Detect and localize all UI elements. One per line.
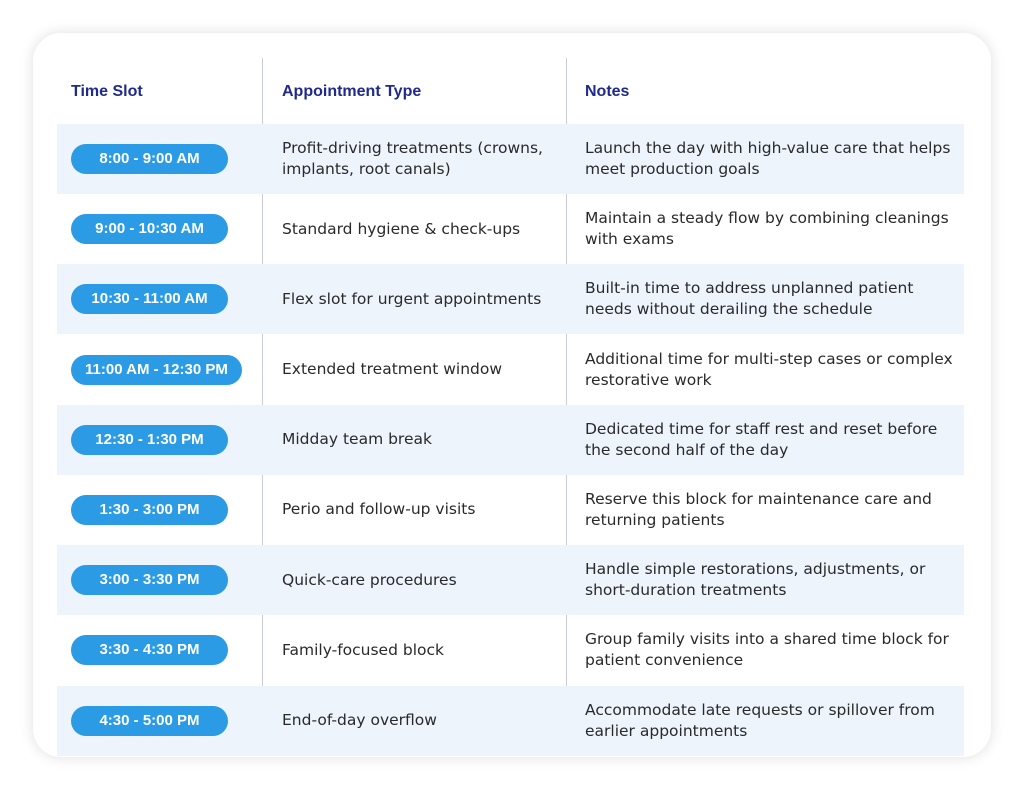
time-cell: [57, 194, 262, 264]
time-slot-pill: 3:30 - 4:30 PM: [71, 635, 228, 665]
appointment-type-cell: Standard hygiene & check-ups: [282, 219, 521, 238]
notes-cell: Group family visits into a shared time block for patient convenience: [585, 630, 949, 670]
table-row: [57, 405, 964, 475]
header-notes: Notes: [585, 83, 630, 100]
notes-cell: Accommodate late requests or spillover from earlier appointments: [585, 700, 935, 740]
appointment-type-cell: End-of-day overflow: [282, 711, 437, 729]
table-row: [57, 124, 964, 194]
appointment-type-cell: Flex slot for urgent appointments: [282, 289, 542, 308]
notes-cell: Handle simple restorations, adjustments, or short-duration treatments: [585, 560, 926, 600]
time-slot-pill: 4:30 - 5:00 PM: [71, 706, 228, 736]
notes-cell: Additional time for multi-step cases or complex restorative work: [585, 349, 953, 389]
table-row: [57, 335, 964, 405]
table-row: [57, 686, 964, 756]
table-row: [57, 545, 964, 615]
notes-cell: Maintain a steady flow by combining cleanings with exams: [585, 209, 949, 249]
time-slot-pill: 1:30 - 3:00 PM: [71, 495, 228, 525]
table-row: [57, 615, 964, 685]
header-appointment-type: Appointment Type: [282, 83, 422, 100]
time-cell: [57, 615, 262, 685]
appointment-type-cell: Extended treatment window: [282, 360, 503, 379]
notes-cell: Launch the day with high-value care that helps meet production goals: [585, 139, 951, 178]
notes-cell: Dedicated time for staff rest and reset before the second half of the day: [585, 419, 938, 459]
time-cell: [57, 686, 262, 756]
time-cell: [57, 475, 262, 545]
time-slot-pill: 11:00 AM - 12:30 PM: [71, 355, 242, 385]
time-cell: [57, 405, 262, 475]
appointment-type-cell: Quick-care procedures: [282, 570, 457, 589]
time-slot-pill: 9:00 - 10:30 AM: [71, 214, 228, 244]
table-row: [57, 194, 964, 264]
table-row: [57, 264, 964, 334]
time-slot-pill: 10:30 - 11:00 AM: [71, 284, 228, 314]
time-slot-pill: 8:00 - 9:00 AM: [71, 144, 228, 174]
time-slot-pill: 3:00 - 3:30 PM: [71, 565, 228, 595]
schedule-card: [33, 33, 991, 757]
schedule-table: [57, 58, 964, 756]
time-cell: [57, 124, 262, 194]
appointment-type-cell: Midday team break: [282, 430, 432, 449]
table-row: [57, 475, 964, 545]
appointment-type-cell: Perio and follow-up visits: [282, 500, 476, 519]
notes-cell: Built-in time to address unplanned patient needs without derailing the schedule: [585, 279, 914, 319]
time-cell: [57, 335, 262, 405]
notes-cell: Reserve this block for maintenance care and returning patients: [585, 489, 932, 529]
header-time-slot: Time Slot: [71, 83, 143, 100]
time-cell: [57, 264, 262, 334]
time-cell: [57, 545, 262, 615]
time-slot-pill: 12:30 - 1:30 PM: [71, 425, 228, 455]
appointment-type-cell: Profit-driving treatments (crowns, implants, root canals): [282, 139, 543, 178]
appointment-type-cell: Family-focused block: [282, 640, 444, 659]
table-header: [57, 58, 964, 124]
